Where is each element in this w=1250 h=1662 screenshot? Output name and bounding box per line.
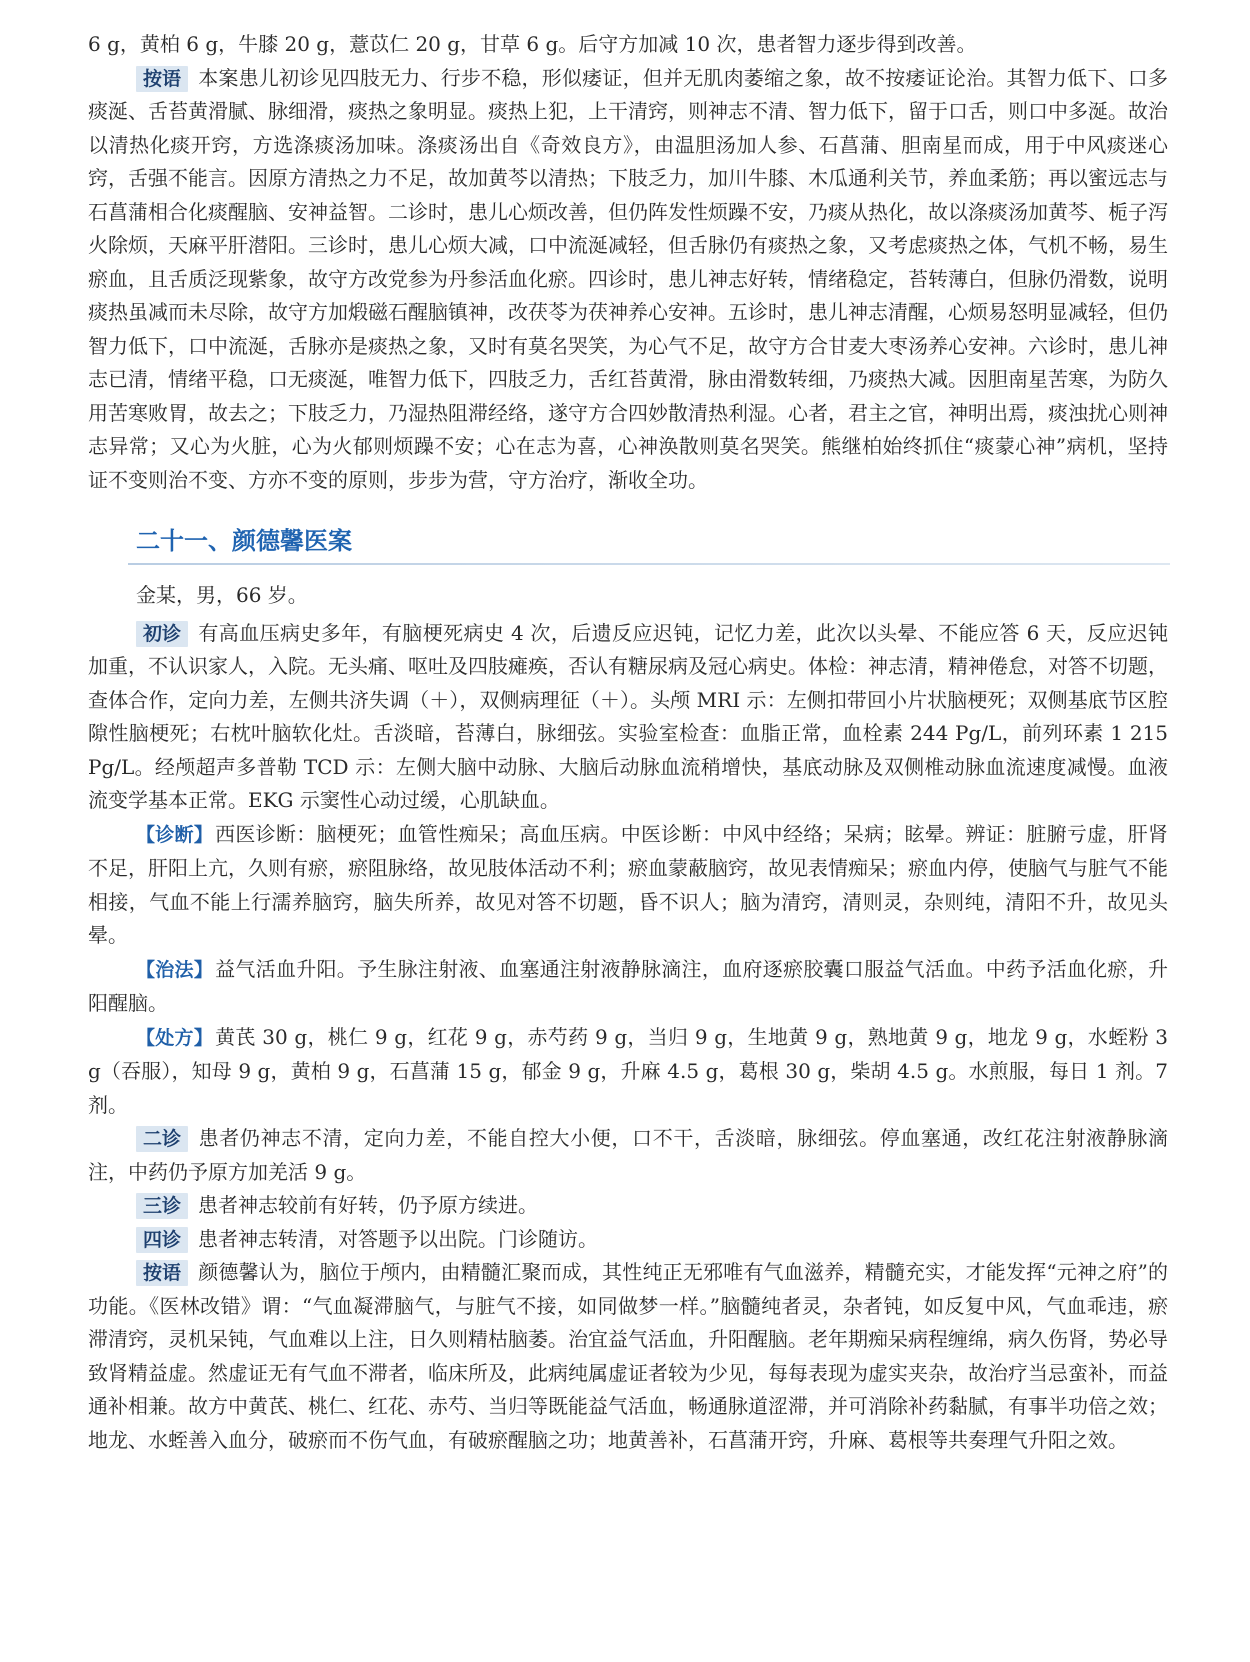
treatment-paragraph — [88, 953, 1168, 1021]
fourth-visit-text: 患者神志转清，对答题予以出院。门诊随访。 — [198, 1226, 599, 1251]
first-visit-text: 有高血压病史多年，有脑梗死病史 4 次，后遗反应迟钝，记忆力差，此次以头晕、不能应答 6 天，反应迟钝加重，不认识家人，入院。无头痛、呕吐及四肢瘫痪，否认有糖尿病及冠心病史。体检：神志清，精神倦怠，对答不切题，查体合作，定向力差，左侧共济失调（＋），双侧病理征（＋）。头颅 MRI 示：左侧扣带回小片状脑梗死；双侧基底节区腔隙性脑梗死；右枕叶脑软化灶。舌淡暗，苔薄白，脉细弦。实验室检查：血脂正常，血栓素 244 Pg/L，前列环素 1 215 Pg/L。经颅超声多普勒 TCD 示：左侧大脑中动脉、大脑后动脉血流稍增快，基底动脉及双侧椎动脉血流速度减慢。血液流变学基本正常。EKG 示窦性心动过缓，心肌缺血。 — [88, 620, 1168, 812]
fourth-visit-paragraph — [88, 1223, 1168, 1257]
first-visit-paragraph — [88, 617, 1168, 818]
commentary-paragraph-1 — [88, 62, 1168, 498]
second-visit-paragraph — [88, 1122, 1168, 1189]
third-visit-text: 患者神志较前有好转，仍予原方续进。 — [198, 1193, 539, 1217]
commentary-text: 本案患儿初诊见四肢无力、行步不稳，形似痿证，但并无肌肉萎缩之象，故不按痿证论治。其智力低下、口多痰涎、舌苔黄滑腻、脉细滑，痰热之象明显。痰热上犯，上干清窍，则神志不清、智力低下，留于口舌，则口中多涎。故治以清热化痰开窍，方选涤痰汤加味。涤痰汤出自《奇效良方》，由温胆汤加人参、石菖蒲、胆南星而成，用于中风痰迷心窍，舌强不能言。因原方清热之力不足，故加黄芩以清热；下肢乏力，加川牛膝、木瓜通利关节，养血柔筋；再以蜜远志与石菖蒲相合化痰醒脑、安神益智。二诊时，患儿心烦改善，但仍阵发性烦躁不安，乃痰从热化，故以涤痰汤加黄芩、栀子泻火除烦，天麻平肝潜阳。三诊时，患儿心烦大减，口中流涎减轻，但舌脉仍有痰热之象，又考虑痰热之体，气机不畅，易生瘀血，且舌质泛现紫象，故守方改党参为丹参活血化瘀。四诊时，患儿神志好转，情绪稳定，苔转薄白，但脉仍滑数，说明痰热虽减而未尽除，故守方加煅磁石醒脑镇神，改茯苓为茯神养心安神。五诊时，患儿神志清醒，心烦易怒明显减轻，但仍智力低下，口中流涎，舌脉亦是痰热之象，又时有莫名哭笑，为心气不足，故守方合甘麦大枣汤养心安神。六诊时，患儿神志已清，情绪平稳，口无痰涎，唯智力低下，四肢乏力，舌红苔黄滑，脉由滑数转细，乃痰热大减。因胆南星苦寒，为防久用苦寒败胃，故去之；下肢乏力，乃湿热阻滞经络，遂守方合四妙散清热利湿。心者，君主之官，神明出焉，痰浊扰心则神志异常；又心为火脏，心为火郁则烦躁不安；心在志为喜，心神涣散则莫名哭笑。熊继柏始终抓住“痰蒙心神”病机，坚持证不变则治不变、方亦不变的原则，步步为营，守方治疗，渐收全功。 — [88, 65, 1168, 492]
section-heading — [88, 523, 1168, 565]
fourth-visit-tag: 四诊 — [136, 1227, 188, 1253]
prescription-text: 黄芪 30 g，桃仁 9 g，红花 9 g，赤芍药 9 g，当归 9 g，生地黄 9 g，熟地黄 9 g，地龙 9 g，水蛭粉 3 g（吞服），知母 9 g，黄柏 9 g，石菖蒲 15 g，郁金 9 g，升麻 4.5 g，葛根 30 g，柴胡 4.5 g。水煎服，每日 1 剂。7 剂。 — [88, 1024, 1168, 1117]
second-visit-tag: 二诊 — [136, 1126, 188, 1152]
first-visit-tag: 初诊 — [136, 621, 188, 647]
commentary-tag: 按语 — [136, 66, 188, 92]
diagnosis-text: 西医诊断：脑梗死；血管性痴呆；高血压病。中医诊断：中风中经络；呆病；眩晕。辨证：脏腑亏虚，肝肾不足，肝阳上亢，久则有瘀，瘀阻脉络，故见肢体活动不利；瘀血蒙蔽脑窍，故见表情痴呆；瘀血内停，使脑气与脏气不能相接，气血不能上行濡养脑窍，脑失所养，故见对答不切题，昏不识人；脑为清窍，清则灵，杂则纯，清阳不升，故见头晕。 — [88, 821, 1168, 947]
commentary-text-2: 颜德馨认为，脑位于颅内，由精髓汇聚而成，其性纯正无邪唯有气血滋养，精髓充实，才能发挥“元神之府”的功能。《医林改错》谓：“气血凝滞脑气，与脏气不接，如同做梦一样。”脑髓纯者灵，杂者钝，如反复中风，气血乖违，瘀滞清窍，灵机呆钝，气血难以上注，日久则精枯脑萎。治宜益气活血，升阳醒脑。老年期痴呆病程缠绵，病久伤肾，势必导致肾精益虚。然虚证无有气血不滞者，临床所及，此病纯属虚证者较为少见，每每表现为虚实夹杂，故治疗当忌蛮补，而益通补相兼。故方中黄芪、桃仁、红花、赤芍、当归等既能益气活血，畅通脉道涩滞，并可消除补药黏腻，有事半功倍之效；地龙、水蛭善入血分，破瘀而不伤气血，有破瘀醒脑之功；地黄善补，石菖蒲开窍，升麻、葛根等共奏理气升阳之效。 — [88, 1260, 1168, 1452]
commentary-tag-2: 按语 — [136, 1260, 188, 1286]
prescription-paragraph — [88, 1021, 1168, 1123]
paragraph-prescription-end: 6 g，黄柏 6 g，牛膝 20 g，薏苡仁 20 g，甘草 6 g。后守方加减 10 次，患者智力逐步得到改善。 — [88, 32, 977, 56]
diagnosis-label: 【诊断】 — [136, 823, 214, 846]
commentary-paragraph-2 — [88, 1256, 1168, 1457]
second-visit-text: 患者仍神志不清，定向力差，不能自控大小便，口不干，舌淡暗，脉细弦。停血塞通，改红花注射液静脉滴注，中药仍予原方加羌活 9 g。 — [88, 1126, 1168, 1184]
treatment-text: 益气活血升阳。予生脉注射液、血塞通注射液静脉滴注，血府逐瘀胶囊口服益气活血。中药予活血化瘀，升阳醒脑。 — [88, 956, 1168, 1015]
document-page — [88, 28, 1168, 1457]
third-visit-tag: 三诊 — [136, 1193, 188, 1219]
treatment-label: 【治法】 — [136, 958, 214, 981]
diagnosis-paragraph — [88, 818, 1168, 953]
prescription-label: 【处方】 — [136, 1026, 214, 1049]
third-visit-paragraph — [88, 1189, 1168, 1223]
section-title: 二十一、颜德馨医案 — [136, 527, 352, 555]
section-divider — [128, 563, 1170, 565]
patient-info: 金某，男，66 岁。 — [136, 583, 308, 607]
